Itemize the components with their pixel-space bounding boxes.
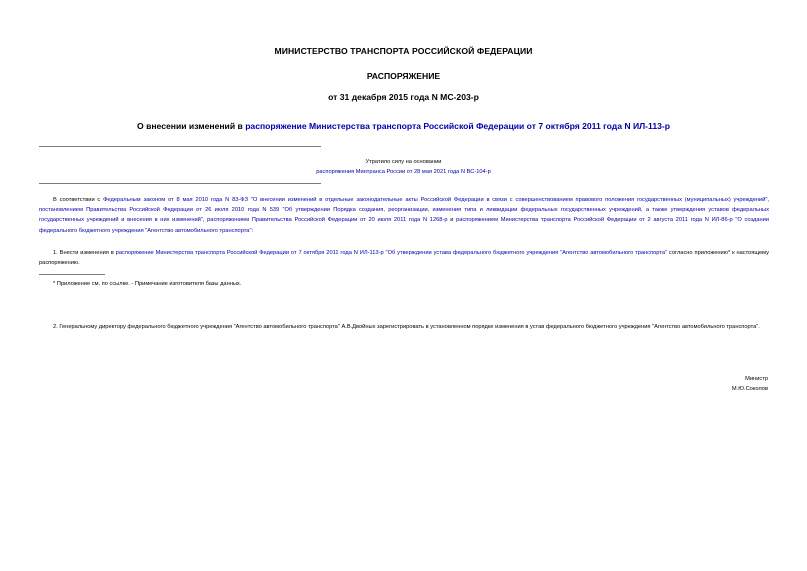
title-prefix: О внесении изменений в (137, 121, 246, 131)
item-1-text: 1. Внести изменения в (53, 250, 116, 256)
preamble-text: В соответствии с (53, 197, 104, 203)
item-1-paragraph (39, 248, 769, 268)
document-title (0, 121, 807, 131)
separator-top (39, 146, 321, 147)
status-note-text: Утратило силу на основании (365, 159, 442, 165)
status-note (0, 157, 807, 177)
preamble-text: : (251, 227, 254, 234)
item-1-text: согласно приложению* к настоящему распоряжению. (39, 250, 769, 267)
document-date-number: от 31 декабря 2015 года N МС-203-р (328, 92, 479, 102)
government-decree-link[interactable]: постановлением Правительства Российской Федерации от 26 июля 2010 года N 539 "Об утверждении Порядка создания, реорганизации, изменения типа и ликвидации федеральных государственных учреждений, а также утверждения уставов федеральных государственных учреждений и внесения в них изменений" (39, 207, 769, 224)
title-link[interactable]: распоряжение Министерства транспорта Российской Федерации от 7 октября 2011 года N ИЛ-113-р (245, 121, 670, 131)
preamble-text: , (202, 217, 208, 224)
footnote-separator (39, 274, 105, 275)
document-type-heading: РАСПОРЯЖЕНИЕ (366, 71, 441, 81)
preamble-paragraph (39, 195, 769, 236)
separator-bottom (39, 183, 321, 184)
item-2-paragraph: 2. Генеральному директору федерального бюджетного учреждения "Агентство автомобильного транспорта" А.В.Двойных зарегистрировать в установленном порядке изменения в устав федерального бюджетного учреждения "Агентство автомобильного транспорта". (53, 324, 760, 330)
preamble-text: и (447, 217, 457, 224)
government-order-link[interactable]: распоряжением Правительства Российской Федерации от 20 июля 2011 года N 1268-р (207, 217, 448, 224)
ministry-order-link[interactable]: распоряжением Министерства транспорта Российской Федерации от 2 августа 2011 года N ИЛ-86-р "О создании федерального бюджетного учреждения "Агентство автомобильного транспорта" (39, 217, 769, 234)
amended-order-link[interactable]: распоряжение Министерства транспорта Российской Федерации от 7 октября 2011 года N ИЛ-113-р "Об утверждении устава федерального бюджетного учреждения "Агентство автомобильного транспорта" (115, 250, 668, 256)
federal-law-link[interactable]: Федеральным законом от 8 мая 2010 года N 83-ФЗ "О внесении изменений в отдельные законодательные акты Российской Федерации в связи с совершенствованием правового положения государственных (муниципальных) учреждений" (103, 197, 768, 203)
signer-name: М.Ю.Соколов (731, 386, 768, 392)
preamble-text: , (767, 197, 769, 203)
status-note-link[interactable]: распоряжения Минтранса России от 28 мая 2021 года N ВС-104-р (316, 169, 491, 175)
footnote: * Приложение см. по ссылке. - Примечание изготовителя базы данных. (53, 281, 242, 287)
signer-position: Министр (745, 376, 768, 382)
ministry-heading: МИНИСТЕРСТВО ТРАНСПОРТА РОССИЙСКОЙ ФЕДЕРАЦИИ (274, 46, 533, 56)
signature-block (732, 374, 768, 394)
